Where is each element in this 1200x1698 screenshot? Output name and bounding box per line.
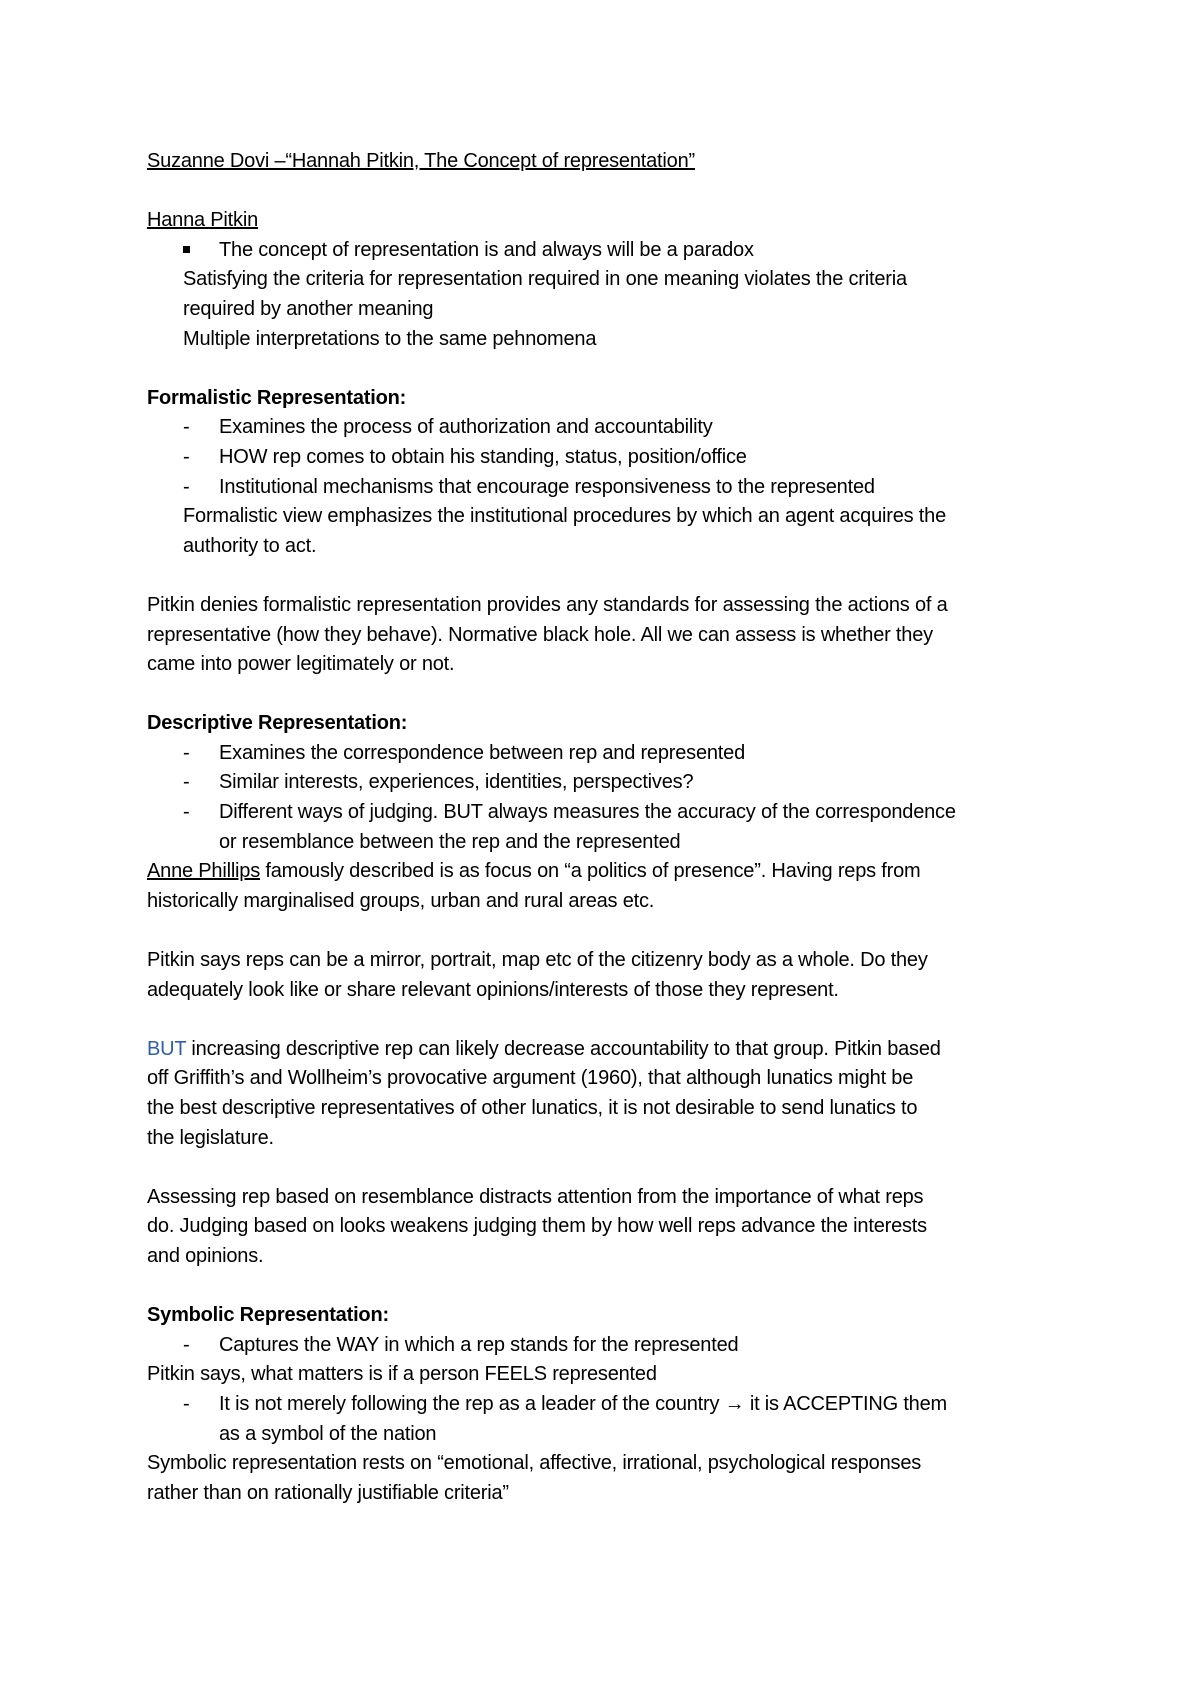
paragraph-line: do. Judging based on looks weakens judging them by how well reps advance the interests [147,1215,927,1238]
square-bullet-icon [183,236,213,266]
paragraph-line: came into power legitimately or not. [147,653,455,676]
list-item-text: Different ways of judging. BUT always measures the accuracy of the correspondence [219,801,956,824]
list-item-text-part: it is ACCEPTING them [744,1392,947,1415]
spacer [147,354,1077,384]
list-item [147,1331,1077,1361]
paragraph-line [147,857,1077,887]
paragraph-line: the best descriptive representatives of other lunatics, it is not desirable to send lunatics to [147,1097,918,1119]
symbolic-heading: Symbolic Representation: [147,1304,389,1327]
list-item-text [183,1393,947,1415]
paragraph-line: required by another meaning [183,297,434,320]
dash-bullet: - [183,475,190,498]
spacer [147,680,1077,710]
paragraph-line: off Griffith’s and Wollheim’s provocative argument (1960), that although lunatics might be [147,1067,914,1090]
spacer [147,1005,1077,1035]
spacer [147,1272,1077,1302]
paragraph-line: authority to act. [183,534,317,557]
list-item [147,1390,1077,1420]
list-item-continuation: as a symbol of the nation [219,1422,437,1445]
paragraph-line: adequately look like or share relevant opinions/interests of those they represent. [147,978,839,1001]
descriptive-heading: Descriptive Representation: [147,712,408,735]
formalistic-heading: Formalistic Representation: [147,386,407,409]
paragraph-line: Pitkin says reps can be a mirror, portrait, map etc of the citizenry body as a whole. Do they [147,949,928,972]
list-item-text: Similar interests, experiences, identities, perspectives? [219,771,694,794]
paragraph-line: Formalistic view emphasizes the institutional procedures by which an agent acquires the [183,505,946,528]
paragraph-line: Pitkin says, what matters is if a person FEELS represented [147,1363,657,1386]
paragraph-line: Multiple interpretations to the same pehnomena [183,327,597,350]
list-item [147,798,1077,828]
list-item-text: Examines the correspondence between rep and represented [219,741,746,764]
list-item-text: HOW rep comes to obtain his standing, status, position/office [219,445,747,468]
spacer [147,1153,1077,1183]
paragraph-line: rather than on rationally justifiable criteria” [147,1481,509,1504]
paragraph-line [147,1035,1077,1065]
pitkin-heading: Hanna Pitkin [147,209,258,232]
paragraph-line: Assessing rep based on resemblance distracts attention from the importance of what reps [147,1185,924,1208]
spacer [147,177,1077,207]
list-item [147,768,1077,798]
paragraph-line: representative (how they behave). Normative black hole. All we can assess is whether they [147,623,933,646]
dash-bullet: - [183,1333,190,1356]
list-item [147,473,1077,503]
dash-bullet: - [183,416,190,439]
list-item-text: Captures the WAY in which a rep stands for the represented [219,1333,739,1356]
paragraph-line: Satisfying the criteria for representation required in one meaning violates the criteria [183,268,907,291]
spacer [147,916,1077,946]
list-item-text-part: It is not merely following the rep as a leader of the country [219,1392,725,1415]
list-item-continuation: or resemblance between the rep and the represented [219,830,681,853]
paragraph-text: increasing descriptive rep can likely decrease accountability to that group. Pitkin based [186,1037,941,1060]
list-item-text: Institutional mechanisms that encourage responsiveness to the represented [219,475,875,498]
paragraph-line: historically marginalised groups, urban and rural areas etc. [147,889,655,912]
list-item [147,413,1077,443]
paragraph-line: Pitkin denies formalistic representation provides any standards for assessing the actions of a [147,593,948,616]
document-title: Suzanne Dovi –“Hannah Pitkin, The Concept of representation” [147,150,695,172]
list-item [147,739,1077,769]
dash-bullet: - [183,771,190,794]
paragraph-line: the legislature. [147,1126,274,1149]
author-name: Anne Phillips [147,860,261,883]
list-item-text: Examines the process of authorization and accountability [219,416,713,439]
list-item [147,236,1077,266]
list-item-text: The concept of representation is and always will be a paradox [219,238,754,261]
list-item [147,443,1077,473]
spacer [147,561,1077,591]
dash-bullet: - [183,445,190,468]
dash-bullet: - [183,1392,190,1415]
dash-bullet: - [183,801,190,824]
dash-bullet: - [183,741,190,764]
arrow-right-icon: → [724,1392,745,1415]
paragraph-line: and opinions. [147,1244,264,1267]
paragraph-text: famously described is as focus on “a politics of presence”. Having reps from [260,860,921,883]
document-body [147,147,1077,1508]
but-emphasis: BUT [147,1037,187,1060]
paragraph-line: Symbolic representation rests on “emotional, affective, irrational, psychological responses [147,1452,922,1475]
